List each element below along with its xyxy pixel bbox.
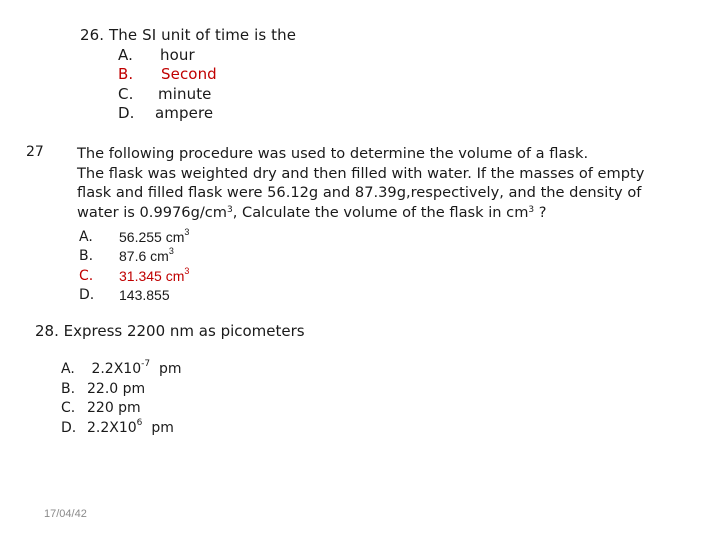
q28-option-c-letter: C. (61, 400, 76, 416)
q27-option-d-letter: D. (79, 287, 95, 303)
q27-line-4-middle: , Calculate the volume of the flask in cm (232, 203, 529, 221)
q28-a-exponent: -7 (141, 359, 151, 369)
q26-option-a-text: hour (160, 46, 195, 64)
q27-c-sup: 3 (184, 266, 190, 276)
q26-option-b-letter: B. (118, 65, 134, 83)
q27-line-4-start: water is 0.9976g/cm (77, 203, 227, 221)
q26-option-d-text: ampere (155, 104, 214, 122)
q27-a-number: 56.255 (119, 229, 162, 245)
question-26-title: 26. The SI unit of time is the (80, 26, 297, 44)
q27-line-4-sup-1: 3 (227, 204, 233, 215)
q26-option-b-text: Second (161, 65, 217, 83)
q27-line-2: The flask was weighted dry and then filled with water. If the masses of empty (77, 164, 645, 182)
q26-option-a-letter: A. (118, 46, 133, 64)
q28-option-d-value (87, 420, 174, 436)
q28-a-base: 2.2X10 (91, 361, 142, 377)
q27-line-3: flask and filled flask were 56.12g and 87.39g,respectively, and the density of (77, 184, 642, 201)
q26-option-c-text: minute (158, 85, 212, 103)
q28-d-base: 2.2X10 (87, 420, 137, 436)
q27-line-1: The following procedure was used to determine the volume of a flask. (77, 145, 589, 162)
q28-option-d-letter: D. (61, 420, 77, 436)
q27-c-unit: cm (165, 268, 185, 284)
q27-option-b-value (119, 248, 174, 264)
q26-option-d-letter: D. (118, 104, 135, 122)
q27-line-4 (77, 203, 644, 223)
q27-b-number: 87.6 (119, 248, 147, 264)
q27-c-number: 31.345 (119, 268, 162, 284)
q27-line-4-end: ? (534, 203, 547, 221)
q27-option-a-value (119, 229, 189, 245)
q27-d-number: 143.855 (119, 287, 170, 303)
q28-option-b-letter: B. (61, 381, 76, 397)
q27-a-unit: cm (165, 229, 185, 245)
question-28-title: 28. Express 2200 nm as picometers (35, 322, 305, 340)
q27-option-b-letter: B. (79, 248, 94, 264)
q27-b-unit: cm (150, 248, 169, 264)
footer-date: 17/04/42 (44, 508, 87, 520)
q27-a-sup: 3 (184, 227, 190, 237)
q27-line-4-sup-2: 3 (528, 204, 535, 215)
q28-a-unit: pm (159, 361, 182, 377)
q28-option-b-value: 22.0 pm (87, 381, 146, 397)
question-27-text (77, 144, 644, 222)
q28-option-a-value (87, 361, 182, 377)
q27-option-d-value (119, 287, 170, 303)
q28-option-c-value: 220 pm (87, 400, 141, 416)
q27-option-a-letter: A. (79, 229, 93, 245)
question-27-number: 27 (26, 144, 44, 160)
q27-option-c-letter: C. (79, 268, 94, 284)
q28-d-exponent: 6 (136, 418, 143, 428)
q28-d-unit: pm (151, 420, 174, 436)
q26-option-c-letter: C. (118, 85, 134, 103)
q27-option-c-value (119, 268, 189, 284)
q28-option-a-letter: A. (61, 361, 75, 377)
q27-b-sup: 3 (168, 246, 174, 256)
